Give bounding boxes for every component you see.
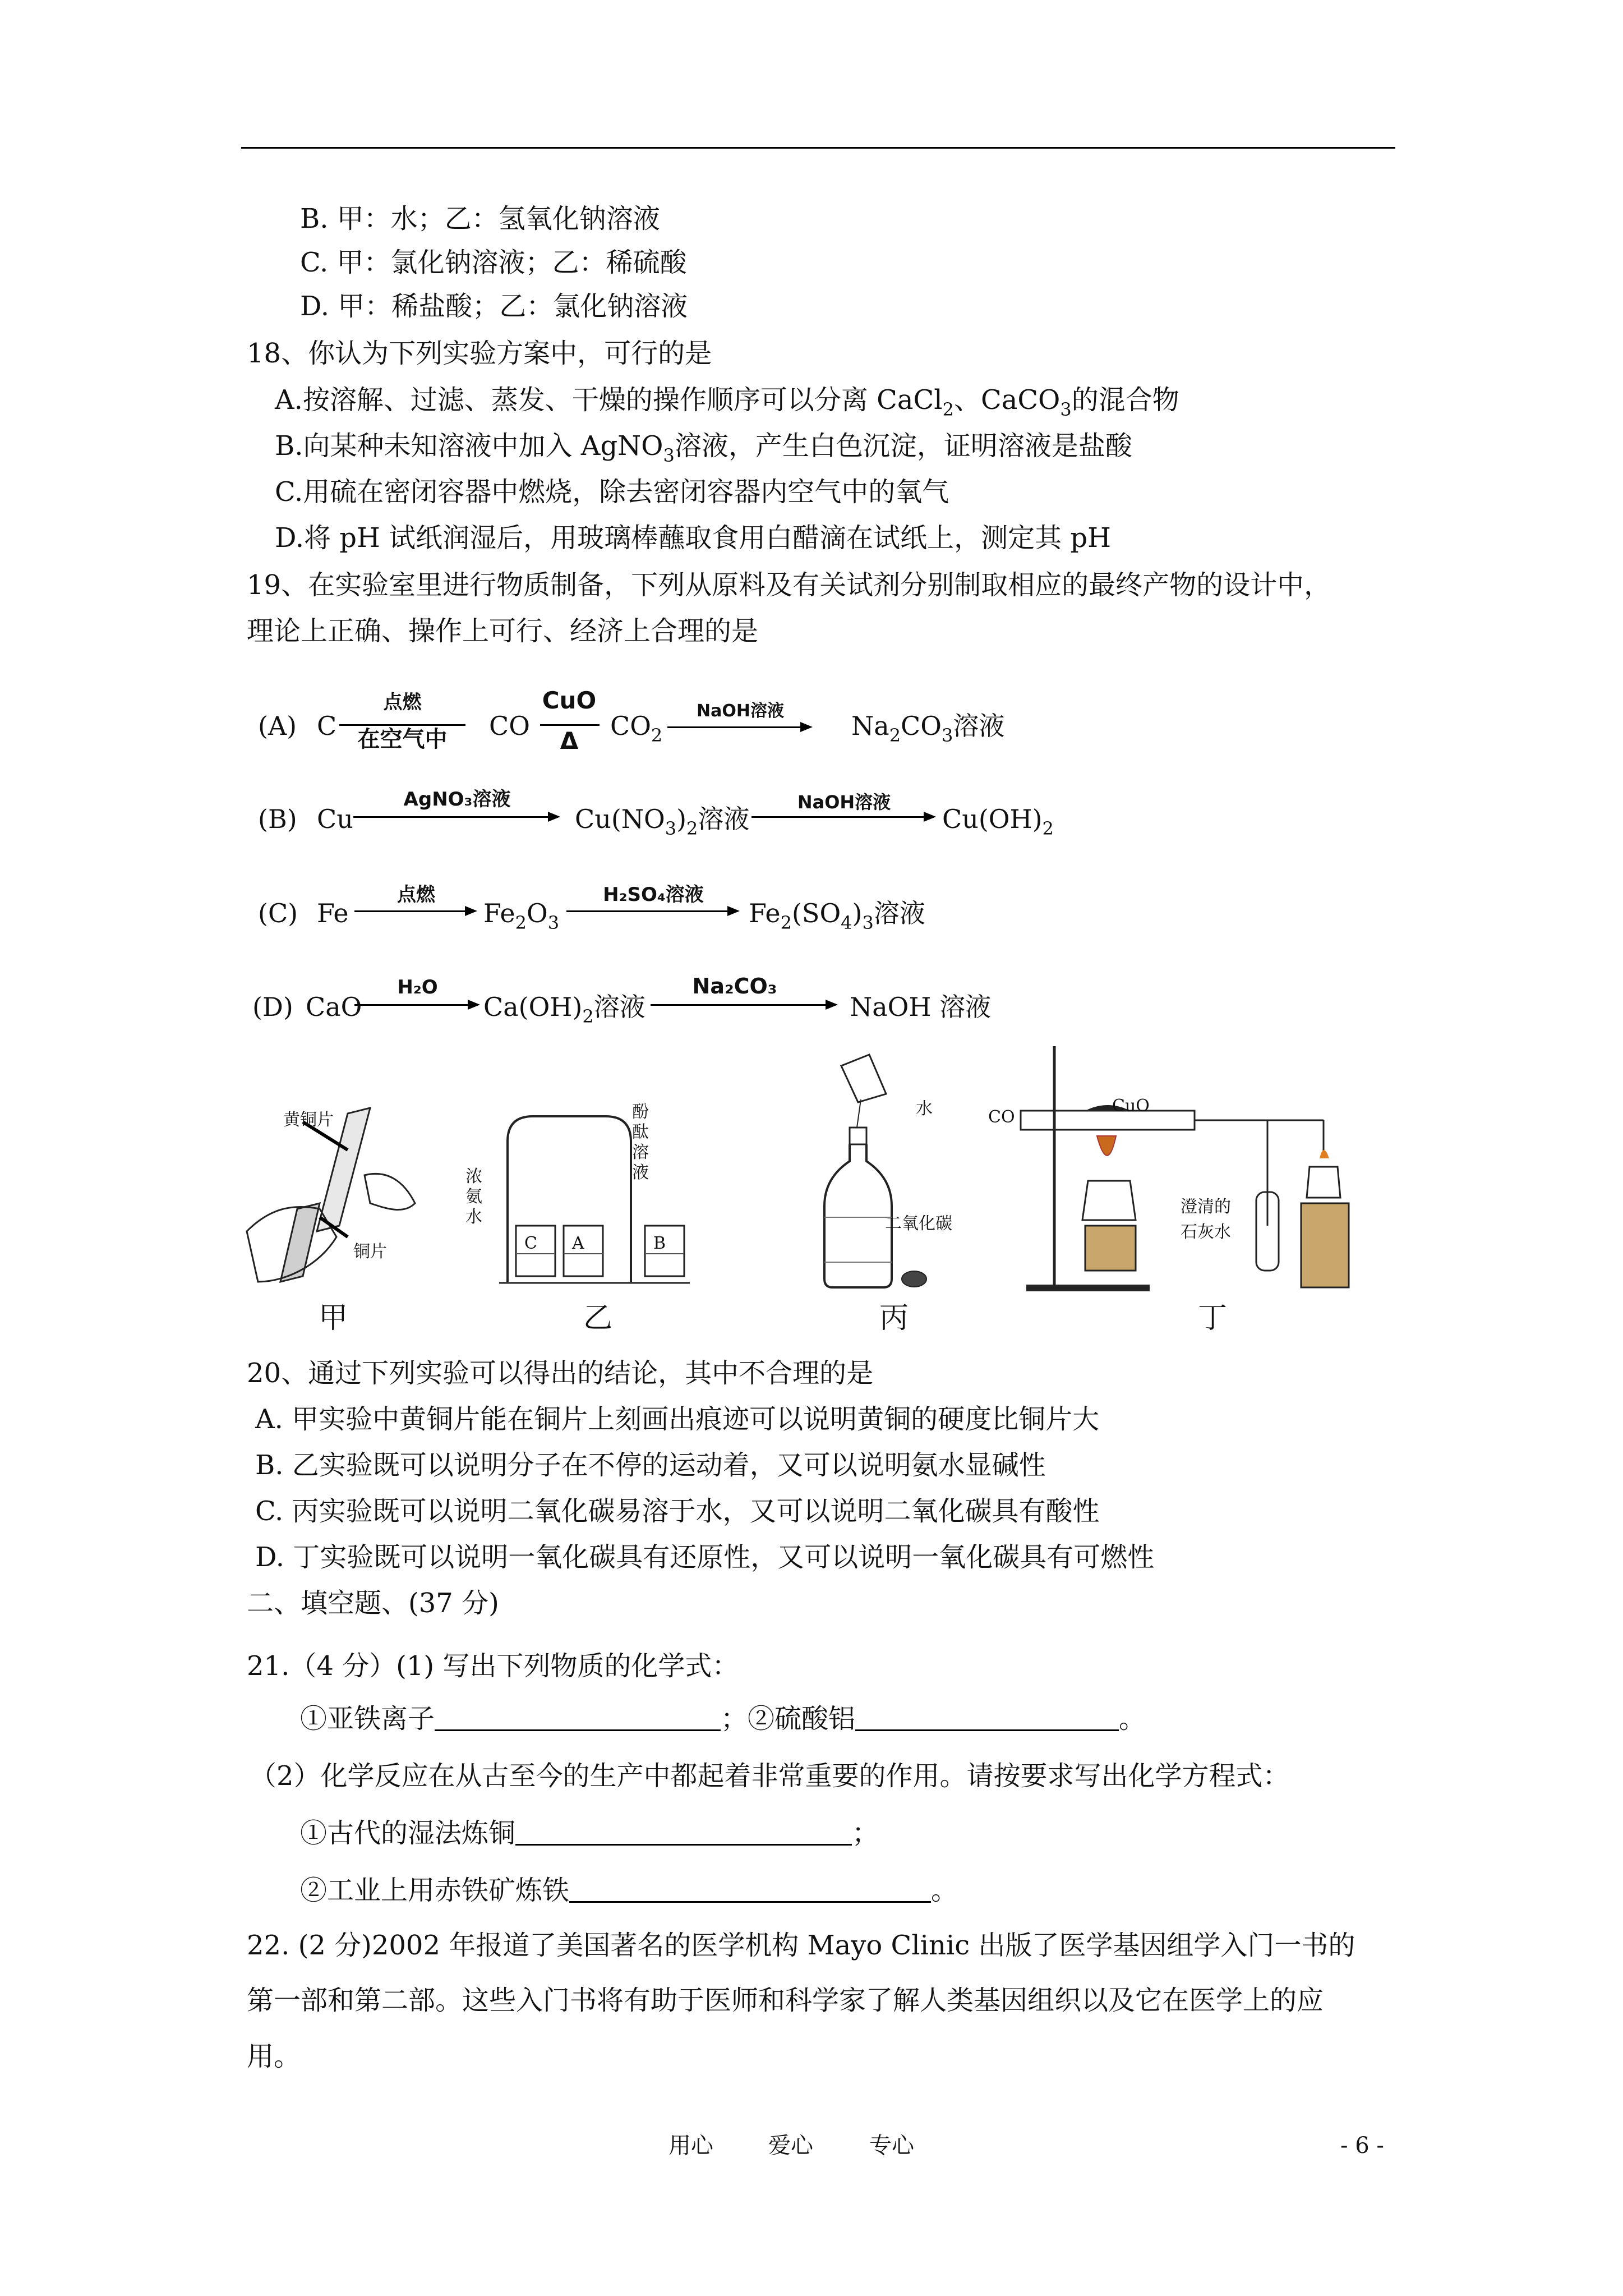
scheme-a-cond2-bottom: Δ [560, 727, 579, 754]
scheme-a-start: C [317, 711, 337, 741]
scheme-a-bar1 [339, 724, 465, 726]
answer-blank[interactable] [855, 1707, 1119, 1731]
q20-option-d: D. 丁实验既可以说明一氧化碳具有还原性，又可以说明一氧化碳具有可燃性 [255, 1542, 1155, 1573]
scheme-c-mid: $Fe_2O_3$ [483, 898, 560, 933]
figure-ding [987, 1041, 1374, 1293]
page-number: - 6 - [1340, 2133, 1384, 2159]
scheme-a-label: (A) [258, 711, 297, 741]
q20-stem: 20、通过下列实验可以得出的结论，其中不合理的是 [247, 1358, 874, 1389]
scheme-c-arrow2 [566, 910, 737, 912]
q17-option-d: D. 甲：稀盐酸；乙：氯化钠溶液 [300, 291, 688, 322]
scheme-d-cond2: Na₂CO₃ [692, 974, 777, 999]
q21-item-1: ①亚铁离子 ；②硫酸铝 。 [300, 1703, 1146, 1734]
scheme-b-mid: $Cu(NO_3)_2$溶液 [575, 804, 750, 839]
figure-yi [494, 1102, 751, 1287]
scheme-c-end: $Fe_2(SO_4)_3$溶液 [749, 898, 925, 933]
scheme-b-end: $Cu(OH)_2$ [942, 804, 1054, 839]
scheme-b-cond1: AgNO₃溶液 [403, 788, 511, 811]
q20-option-b: B. 乙实验既可以说明分子在不停的运动着，又可以说明氨水显碱性 [255, 1450, 1046, 1481]
scheme-a-cond1-top: 点燃 [383, 691, 422, 714]
bing-water-label: 水 [916, 1099, 933, 1119]
header-rule [241, 147, 1395, 149]
q17-option-c: C. 甲：氯化钠溶液；乙：稀硫酸 [300, 247, 687, 278]
footer-motto-3: 专心 [869, 2133, 914, 2159]
figure-jia [236, 1097, 449, 1287]
jia-brass-label: 黄铜片 [283, 1110, 334, 1130]
scheme-d-arrow1 [354, 1004, 478, 1006]
scheme-a-co: CO [489, 711, 530, 741]
scheme-a-cond1-bottom: 在空气中 [357, 726, 448, 752]
scheme-a-arrow3 [667, 726, 810, 728]
ding-lime-label-2: 石灰水 [1181, 1222, 1231, 1242]
footer-motto-1: 用心 [668, 2133, 713, 2159]
jia-copper-label: 铜片 [353, 1242, 387, 1262]
scheme-d-label: (D) [252, 992, 293, 1022]
scheme-a-cond3: NaOH溶液 [697, 701, 784, 721]
q18-stem: 18、你认为下列实验方案中，可行的是 [247, 338, 712, 369]
answer-blank[interactable] [435, 1707, 721, 1731]
ding-lime-label-1: 澄清的 [1181, 1197, 1231, 1217]
figure-bing [785, 1032, 965, 1296]
scheme-d-mid: $Ca(OH)_2$溶液 [483, 992, 645, 1027]
q22-line-3: 用。 [247, 2041, 301, 2072]
section-2-heading: 二、填空题、(37 分) [247, 1588, 499, 1619]
scheme-c-arrow1 [354, 910, 475, 912]
yi-ammonia-label: 浓氨水 [465, 1167, 482, 1227]
scheme-c-start: Fe [317, 898, 349, 928]
q21-stem: 21.（4 分）(1) 写出下列物质的化学式： [247, 1650, 739, 1682]
q22-line-2: 第一部和第二部。这些入门书将有助于医师和科学家了解人类基因组织以及它在医学上的应 [247, 1985, 1324, 2016]
yi-beaker-a: A [572, 1234, 584, 1253]
yi-phenol-label: 酚酞溶液 [632, 1102, 649, 1182]
scheme-d-start: CaO [306, 992, 362, 1022]
q22-line-1: 22. (2 分)2002 年报道了美国著名的医学机构 Mayo Clinic 出版了医学基因组学入门一书的 [247, 1930, 1355, 1961]
q19-stem-line2: 理论上正确、操作上可行、经济上合理的是 [247, 615, 759, 647]
scheme-c-cond2: H₂SO₄溶液 [603, 884, 704, 906]
ding-co-label: CO [988, 1107, 1015, 1127]
scheme-b-arrow1 [353, 816, 558, 818]
bing-co2-label: 二氧化碳 [885, 1214, 952, 1234]
scheme-b-label: (B) [258, 804, 297, 834]
q17-option-b: B. 甲：水；乙：氢氧化钠溶液 [300, 203, 660, 234]
scheme-a-bar2 [540, 724, 600, 726]
figure-yi-label: 乙 [583, 1301, 613, 1335]
answer-blank[interactable] [515, 1821, 852, 1846]
q18-option-b: B.向某种未知溶液中加入 AgNO$_3$溶液，产生白色沉淀，证明溶液是盐酸 [275, 430, 1132, 466]
ding-cuo-label: CuO [1112, 1096, 1150, 1116]
scheme-b-arrow2 [751, 816, 934, 818]
q19-stem-line1: 19、在实验室里进行物质制备，下列从原料及有关试剂分别制取相应的最终产物的设计中， [247, 569, 1331, 601]
answer-blank[interactable] [569, 1879, 931, 1903]
footer-motto-2: 爱心 [768, 2133, 813, 2159]
q18-option-d: D.将 pH 试纸润湿后，用玻璃棒蘸取食用白醋滴在试纸上，测定其 pH [275, 522, 1111, 554]
q20-option-a: A. 甲实验中黄铜片能在铜片上刻画出痕迹可以说明黄铜的硬度比铜片大 [255, 1404, 1100, 1435]
yi-beaker-b: B [653, 1234, 666, 1253]
figure-ding-label: 丁 [1198, 1301, 1228, 1335]
scheme-a-co2: $CO_2$ [610, 711, 663, 746]
scheme-c-label: (C) [258, 898, 298, 928]
scheme-d-end: NaOH 溶液 [850, 992, 992, 1022]
q21-item-3: ①古代的湿法炼铜 ； [300, 1818, 879, 1849]
yi-beaker-c: C [524, 1234, 537, 1253]
scheme-a-end: $Na_2CO_3$溶液 [851, 711, 1005, 746]
scheme-a-cond2-top: CuO [542, 687, 597, 714]
q21-part-2: （2）化学反应在从古至今的生产中都起着非常重要的作用。请按要求写出化学方程式： [250, 1760, 1290, 1792]
q20-option-c: C. 丙实验既可以说明二氧化碳易溶于水，又可以说明二氧化碳具有酸性 [255, 1496, 1100, 1527]
q18-option-a: A.按溶解、过滤、蒸发、干燥的操作顺序可以分离 CaCl$_2$、CaCO$_3$的混合物 [275, 384, 1179, 420]
figure-bing-label: 丙 [879, 1301, 909, 1335]
figure-jia-label: 甲 [319, 1301, 348, 1335]
scheme-d-cond1: H₂O [397, 976, 438, 999]
q18-option-c: C.用硫在密闭容器中燃烧，除去密闭容器内空气中的氧气 [275, 476, 949, 508]
scheme-b-start: Cu [317, 804, 353, 834]
scheme-b-cond2: NaOH溶液 [797, 792, 891, 813]
scheme-c-cond1: 点燃 [397, 884, 435, 906]
q21-item-4: ②工业上用赤铁矿炼铁 。 [300, 1875, 958, 1906]
scheme-d-arrow2 [651, 1004, 836, 1006]
